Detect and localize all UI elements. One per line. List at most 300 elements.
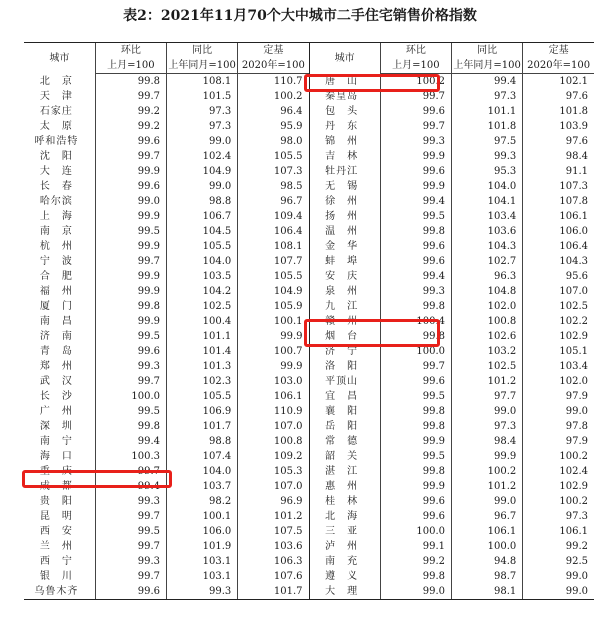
base-value-right: 97.3 [523, 509, 594, 524]
city-name-left: 呼和浩特 [34, 136, 79, 147]
base-value-right: 99.0 [523, 404, 594, 419]
yoy-value-left: 104.5 [167, 224, 238, 239]
yoy-value-left: 102.3 [167, 374, 238, 389]
mom-value-left: 99.3 [95, 359, 166, 374]
mom-value-left: 99.7 [95, 569, 166, 584]
base-value-left: 107.6 [238, 569, 309, 584]
mom-value-left: 99.9 [95, 284, 166, 299]
city-name-left: 西 安 [39, 526, 73, 537]
mom-value-right: 99.7 [380, 119, 451, 134]
mom-value-left: 99.7 [95, 374, 166, 389]
yoy-value-left: 101.1 [167, 329, 238, 344]
yoy-value-left: 99.3 [167, 584, 238, 600]
base-value-left: 98.0 [238, 134, 309, 149]
base-value-left: 109.2 [238, 449, 309, 464]
yoy-value-left: 104.2 [167, 284, 238, 299]
base-value-right: 95.6 [523, 269, 594, 284]
yoy-value-left: 106.7 [167, 209, 238, 224]
mom-value-left: 99.7 [95, 464, 166, 479]
yoy-value-right: 101.1 [452, 104, 523, 119]
base-value-right: 99.0 [523, 569, 594, 584]
city-name-right: 九 江 [309, 299, 380, 314]
yoy-value-right: 97.3 [452, 89, 523, 104]
base-value-left: 106.1 [238, 389, 309, 404]
highlight-box-ganzhou [304, 319, 440, 347]
city-name-left: 南 宁 [39, 436, 73, 447]
city-name-right: 吉 林 [309, 149, 380, 164]
base-value-right: 101.8 [523, 104, 594, 119]
mom-value-left: 99.2 [95, 104, 166, 119]
yoy-value-right: 101.8 [452, 119, 523, 134]
base-value-left: 106.3 [238, 554, 309, 569]
city-name-left: 石家庄 [39, 106, 73, 117]
mom-value-left: 99.0 [95, 194, 166, 209]
base-value-right: 91.1 [523, 164, 594, 179]
city-name-left: 合 肥 [39, 271, 73, 282]
yoy-value-right: 101.2 [452, 374, 523, 389]
yoy-value-left: 105.5 [167, 389, 238, 404]
base-value-right: 103.9 [523, 119, 594, 134]
table-row [24, 359, 594, 374]
yoy-value-left: 98.8 [167, 194, 238, 209]
mom-value-right: 99.8 [380, 404, 451, 419]
base-value-right: 102.9 [523, 479, 594, 494]
yoy-value-left: 97.3 [167, 119, 238, 134]
city-name-left: 哈尔滨 [39, 196, 73, 207]
yoy-value-left: 108.1 [167, 74, 238, 90]
base-value-right: 102.9 [523, 329, 594, 344]
city-name-left: 长 沙 [39, 391, 73, 402]
yoy-value-right: 99.3 [452, 149, 523, 164]
city-name-right: 徐 州 [309, 194, 380, 209]
mom-value-left: 100.0 [95, 389, 166, 404]
yoy-value-left: 98.8 [167, 434, 238, 449]
subheader-base-right: 2020年=100 [523, 58, 594, 74]
base-value-right: 99.2 [523, 539, 594, 554]
yoy-value-right: 106.1 [452, 524, 523, 539]
city-name-left: 厦 门 [39, 301, 73, 312]
table-row [24, 449, 594, 464]
yoy-value-left: 100.1 [167, 509, 238, 524]
yoy-value-left: 99.0 [167, 179, 238, 194]
mom-value-right: 99.5 [380, 449, 451, 464]
base-value-right: 102.1 [523, 74, 594, 90]
yoy-value-left: 104.9 [167, 164, 238, 179]
city-name-right: 烟 台 [309, 329, 380, 344]
yoy-value-left: 101.4 [167, 344, 238, 359]
mom-value-right: 99.5 [380, 209, 451, 224]
yoy-value-right: 94.8 [452, 554, 523, 569]
yoy-value-right: 99.9 [452, 449, 523, 464]
base-value-right: 102.2 [523, 314, 594, 329]
city-name-left: 贵 阳 [39, 496, 73, 507]
mom-value-right: 99.7 [380, 89, 451, 104]
base-value-left: 99.9 [238, 359, 309, 374]
city-name-left: 青 岛 [39, 346, 73, 357]
mom-value-left: 99.8 [95, 419, 166, 434]
base-value-right: 102.4 [523, 464, 594, 479]
mom-value-left: 99.9 [95, 269, 166, 284]
table-row [24, 104, 594, 119]
yoy-value-left: 102.4 [167, 149, 238, 164]
table-row [24, 194, 594, 209]
subheader-yoy-right: 上年同月=100 [452, 58, 523, 74]
city-name-right: 宜 昌 [309, 389, 380, 404]
header-row [24, 43, 594, 59]
base-value-left: 105.9 [238, 299, 309, 314]
mom-value-right: 99.6 [380, 239, 451, 254]
mom-value-right: 99.5 [380, 389, 451, 404]
base-value-left: 109.4 [238, 209, 309, 224]
city-name-left: 长 春 [39, 181, 73, 192]
yoy-value-left: 103.1 [167, 569, 238, 584]
base-value-left: 105.5 [238, 149, 309, 164]
yoy-value-right: 98.1 [452, 584, 523, 600]
city-name-left: 成 都 [39, 481, 73, 492]
mom-value-left: 99.9 [95, 239, 166, 254]
mom-value-right: 100.0 [380, 344, 451, 359]
base-value-left: 96.4 [238, 104, 309, 119]
mom-value-left: 99.7 [95, 254, 166, 269]
city-name-left: 海 口 [39, 451, 73, 462]
table-row [24, 149, 594, 164]
yoy-value-right: 95.3 [452, 164, 523, 179]
base-value-left: 110.7 [238, 74, 309, 90]
city-name-right: 牡丹江 [309, 164, 380, 179]
base-value-right: 100.2 [523, 449, 594, 464]
city-name-right: 包 头 [309, 104, 380, 119]
base-value-left: 100.7 [238, 344, 309, 359]
city-name-left: 宁 波 [39, 256, 73, 267]
city-name-right: 丹 东 [309, 119, 380, 134]
table-row [24, 434, 594, 449]
table-row [24, 584, 594, 600]
yoy-value-left: 104.0 [167, 254, 238, 269]
mom-value-right: 99.2 [380, 554, 451, 569]
city-name-right: 蚌 埠 [309, 254, 380, 269]
yoy-value-left: 101.3 [167, 359, 238, 374]
city-name-left: 沈 阳 [39, 151, 73, 162]
mom-value-right: 99.1 [380, 539, 451, 554]
city-name-right: 惠 州 [309, 479, 380, 494]
city-name-left: 西 宁 [39, 556, 73, 567]
yoy-value-left: 103.1 [167, 554, 238, 569]
city-name-right: 大 理 [309, 584, 380, 600]
table-row [24, 134, 594, 149]
page-title: 表2：2021年11月70个大中城市二手住宅销售价格指数 [123, 8, 477, 24]
city-name-right: 锦 州 [309, 134, 380, 149]
table-row [24, 524, 594, 539]
yoy-value-right: 104.0 [452, 179, 523, 194]
yoy-value-left: 101.9 [167, 539, 238, 554]
mom-value-right: 100.0 [380, 524, 451, 539]
city-name-left: 昆 明 [39, 511, 73, 522]
mom-value-left: 99.5 [95, 524, 166, 539]
city-name-right: 常 德 [309, 434, 380, 449]
city-name-right: 赣 州 [309, 314, 380, 329]
city-name-right: 桂 林 [309, 494, 380, 509]
yoy-value-right: 97.7 [452, 389, 523, 404]
yoy-value-left: 102.5 [167, 299, 238, 314]
base-value-left: 96.9 [238, 494, 309, 509]
city-name-left: 武 汉 [39, 376, 73, 387]
yoy-value-right: 97.3 [452, 419, 523, 434]
base-value-right: 97.6 [523, 89, 594, 104]
base-value-left: 95.9 [238, 119, 309, 134]
city-name-left: 深 圳 [39, 421, 73, 432]
base-value-right: 106.1 [523, 209, 594, 224]
subheader-base-left: 2020年=100 [238, 58, 309, 74]
mom-value-left: 99.7 [95, 149, 166, 164]
city-name-left: 银 川 [39, 571, 73, 582]
table-row [24, 299, 594, 314]
mom-value-left: 99.8 [95, 74, 166, 90]
yoy-value-right: 96.3 [452, 269, 523, 284]
yoy-value-right: 99.0 [452, 494, 523, 509]
city-name-left: 郑 州 [39, 361, 73, 372]
table-row [24, 494, 594, 509]
mom-value-left: 99.6 [95, 179, 166, 194]
city-name-left: 天 津 [39, 91, 73, 102]
mom-value-right: 99.8 [380, 569, 451, 584]
mom-value-right: 99.6 [380, 494, 451, 509]
table-row [24, 269, 594, 284]
mom-value-left: 99.5 [95, 329, 166, 344]
yoy-value-left: 101.7 [167, 419, 238, 434]
city-name-right: 北 海 [309, 509, 380, 524]
base-value-left: 103.6 [238, 539, 309, 554]
base-value-left: 98.5 [238, 179, 309, 194]
base-value-left: 105.5 [238, 269, 309, 284]
base-value-left: 107.3 [238, 164, 309, 179]
table-row [24, 164, 594, 179]
mom-value-left: 99.7 [95, 539, 166, 554]
city-name-left: 杭 州 [39, 241, 73, 252]
yoy-value-right: 102.7 [452, 254, 523, 269]
city-name-right: 韶 关 [309, 449, 380, 464]
subheader-mom-right: 上月=100 [380, 58, 451, 74]
base-value-left: 106.4 [238, 224, 309, 239]
mom-value-left: 99.7 [95, 89, 166, 104]
mom-value-right: 99.6 [380, 164, 451, 179]
base-value-left: 107.7 [238, 254, 309, 269]
mom-value-left: 99.6 [95, 584, 166, 600]
mom-value-right: 99.6 [380, 374, 451, 389]
base-value-left: 103.0 [238, 374, 309, 389]
yoy-value-right: 99.4 [452, 74, 523, 90]
mom-value-left: 100.3 [95, 449, 166, 464]
base-value-right: 106.4 [523, 239, 594, 254]
base-value-right: 97.6 [523, 134, 594, 149]
base-value-left: 104.9 [238, 284, 309, 299]
table-row [24, 554, 594, 569]
yoy-value-right: 104.8 [452, 284, 523, 299]
header-mom-right: 环比 [380, 43, 451, 59]
table-row [24, 239, 594, 254]
city-name-left: 乌鲁木齐 [24, 584, 95, 600]
city-name-left: 福 州 [39, 286, 73, 297]
base-value-left: 107.0 [238, 479, 309, 494]
base-value-left: 99.9 [238, 329, 309, 344]
mom-value-right: 99.6 [380, 509, 451, 524]
table-row [24, 419, 594, 434]
base-value-left: 100.2 [238, 89, 309, 104]
mom-value-right: 100.4 [380, 314, 451, 329]
mom-value-left: 99.3 [95, 494, 166, 509]
yoy-value-left: 106.0 [167, 524, 238, 539]
city-name-right: 泉 州 [309, 284, 380, 299]
base-value-right: 97.9 [523, 434, 594, 449]
yoy-value-right: 103.4 [452, 209, 523, 224]
yoy-value-left: 97.3 [167, 104, 238, 119]
city-name-right: 襄 阳 [309, 404, 380, 419]
city-name-left: 济 南 [39, 331, 73, 342]
mom-value-left: 99.3 [95, 554, 166, 569]
header-base-right: 定基 [523, 43, 594, 59]
city-name-right: 三 亚 [309, 524, 380, 539]
table-row [24, 539, 594, 554]
city-name-right: 无 锡 [309, 179, 380, 194]
header-mom-left: 环比 [95, 43, 166, 59]
yoy-value-left: 106.9 [167, 404, 238, 419]
base-value-left: 101.7 [238, 584, 309, 600]
city-name-right: 南 充 [309, 554, 380, 569]
city-name-right: 湛 江 [309, 464, 380, 479]
yoy-value-right: 96.7 [452, 509, 523, 524]
city-name-left: 广 州 [39, 406, 73, 417]
mom-value-left: 99.2 [95, 119, 166, 134]
city-name-right: 唐 山 [309, 74, 380, 90]
mom-value-right: 99.9 [380, 149, 451, 164]
base-value-right: 97.9 [523, 389, 594, 404]
mom-value-left: 99.7 [95, 509, 166, 524]
city-name-left: 太 原 [39, 121, 73, 132]
city-name-right: 金 华 [309, 239, 380, 254]
base-value-right: 100.2 [523, 494, 594, 509]
mom-value-right: 99.3 [380, 134, 451, 149]
base-value-left: 100.1 [238, 314, 309, 329]
mom-value-right: 99.0 [380, 584, 451, 600]
city-name-right: 泸 州 [309, 539, 380, 554]
city-name-right: 扬 州 [309, 209, 380, 224]
mom-value-left: 99.4 [95, 434, 166, 449]
base-value-right: 98.4 [523, 149, 594, 164]
city-name-right: 安 庆 [309, 269, 380, 284]
base-value-right: 107.3 [523, 179, 594, 194]
yoy-value-right: 104.3 [452, 239, 523, 254]
base-value-left: 96.7 [238, 194, 309, 209]
mom-value-right: 99.3 [380, 284, 451, 299]
city-name-left: 上 海 [39, 211, 73, 222]
table-row [24, 569, 594, 584]
table-row [24, 224, 594, 239]
mom-value-left: 99.6 [95, 134, 166, 149]
base-value-right: 106.0 [523, 224, 594, 239]
base-value-right: 106.1 [523, 524, 594, 539]
city-name-right: 洛 阳 [309, 359, 380, 374]
mom-value-right: 99.4 [380, 269, 451, 284]
city-name-right: 遵 义 [309, 569, 380, 584]
yoy-value-left: 104.0 [167, 464, 238, 479]
mom-value-right: 99.6 [380, 104, 451, 119]
highlight-box-haikou [22, 470, 172, 488]
mom-value-left: 99.6 [95, 344, 166, 359]
highlight-box-tangshan [304, 74, 440, 92]
city-name-right: 温 州 [309, 224, 380, 239]
base-value-right: 105.1 [523, 344, 594, 359]
mom-value-left: 99.8 [95, 299, 166, 314]
mom-value-left: 99.9 [95, 209, 166, 224]
city-name-left: 重 庆 [39, 466, 73, 477]
city-name-right: 秦皇岛 [309, 89, 380, 104]
yoy-value-left: 105.5 [167, 239, 238, 254]
mom-value-right: 99.4 [380, 194, 451, 209]
mom-value-left: 99.9 [95, 164, 166, 179]
mom-value-right: 99.9 [380, 434, 451, 449]
yoy-value-right: 100.0 [452, 539, 523, 554]
base-value-right: 92.5 [523, 554, 594, 569]
table-row [24, 179, 594, 194]
table-row [24, 254, 594, 269]
base-value-right: 107.0 [523, 284, 594, 299]
base-value-left: 100.8 [238, 434, 309, 449]
city-name-right: 平顶山 [309, 374, 380, 389]
base-value-right: 107.8 [523, 194, 594, 209]
yoy-value-left: 99.0 [167, 134, 238, 149]
table-row [24, 389, 594, 404]
yoy-value-left: 98.2 [167, 494, 238, 509]
header-yoy-left: 同比 [167, 43, 238, 59]
table-row [24, 284, 594, 299]
mom-value-right: 99.8 [380, 419, 451, 434]
yoy-value-left: 100.4 [167, 314, 238, 329]
mom-value-left: 99.5 [95, 224, 166, 239]
mom-value-right: 99.8 [380, 464, 451, 479]
table-row [24, 119, 594, 134]
base-value-right: 102.0 [523, 374, 594, 389]
yoy-value-right: 102.0 [452, 299, 523, 314]
mom-value-right: 99.9 [380, 179, 451, 194]
mom-value-right: 99.8 [380, 329, 451, 344]
yoy-value-right: 102.5 [452, 359, 523, 374]
mom-value-right: 99.9 [380, 479, 451, 494]
header-city-left: 城市 [24, 43, 95, 74]
city-name-right: 济 宁 [309, 344, 380, 359]
mom-value-left: 99.5 [95, 404, 166, 419]
subheader-mom-left: 上月=100 [95, 58, 166, 74]
yoy-value-right: 98.7 [452, 569, 523, 584]
base-value-left: 101.2 [238, 509, 309, 524]
city-name-left: 兰 州 [39, 541, 73, 552]
subheader-yoy-left: 上年同月=100 [167, 58, 238, 74]
base-value-right: 97.8 [523, 419, 594, 434]
yoy-value-left: 101.5 [167, 89, 238, 104]
yoy-value-right: 97.5 [452, 134, 523, 149]
base-value-right: 103.4 [523, 359, 594, 374]
mom-value-left: 99.9 [95, 314, 166, 329]
base-value-right: 99.0 [523, 584, 594, 600]
yoy-value-left: 103.7 [167, 479, 238, 494]
yoy-value-left: 107.4 [167, 449, 238, 464]
mom-value-left: 99.4 [95, 479, 166, 494]
base-value-left: 107.0 [238, 419, 309, 434]
yoy-value-right: 98.4 [452, 434, 523, 449]
base-value-left: 108.1 [238, 239, 309, 254]
header-base-left: 定基 [238, 43, 309, 59]
base-value-left: 110.9 [238, 404, 309, 419]
mom-value-right: 100.2 [380, 74, 451, 90]
yoy-value-left: 103.5 [167, 269, 238, 284]
